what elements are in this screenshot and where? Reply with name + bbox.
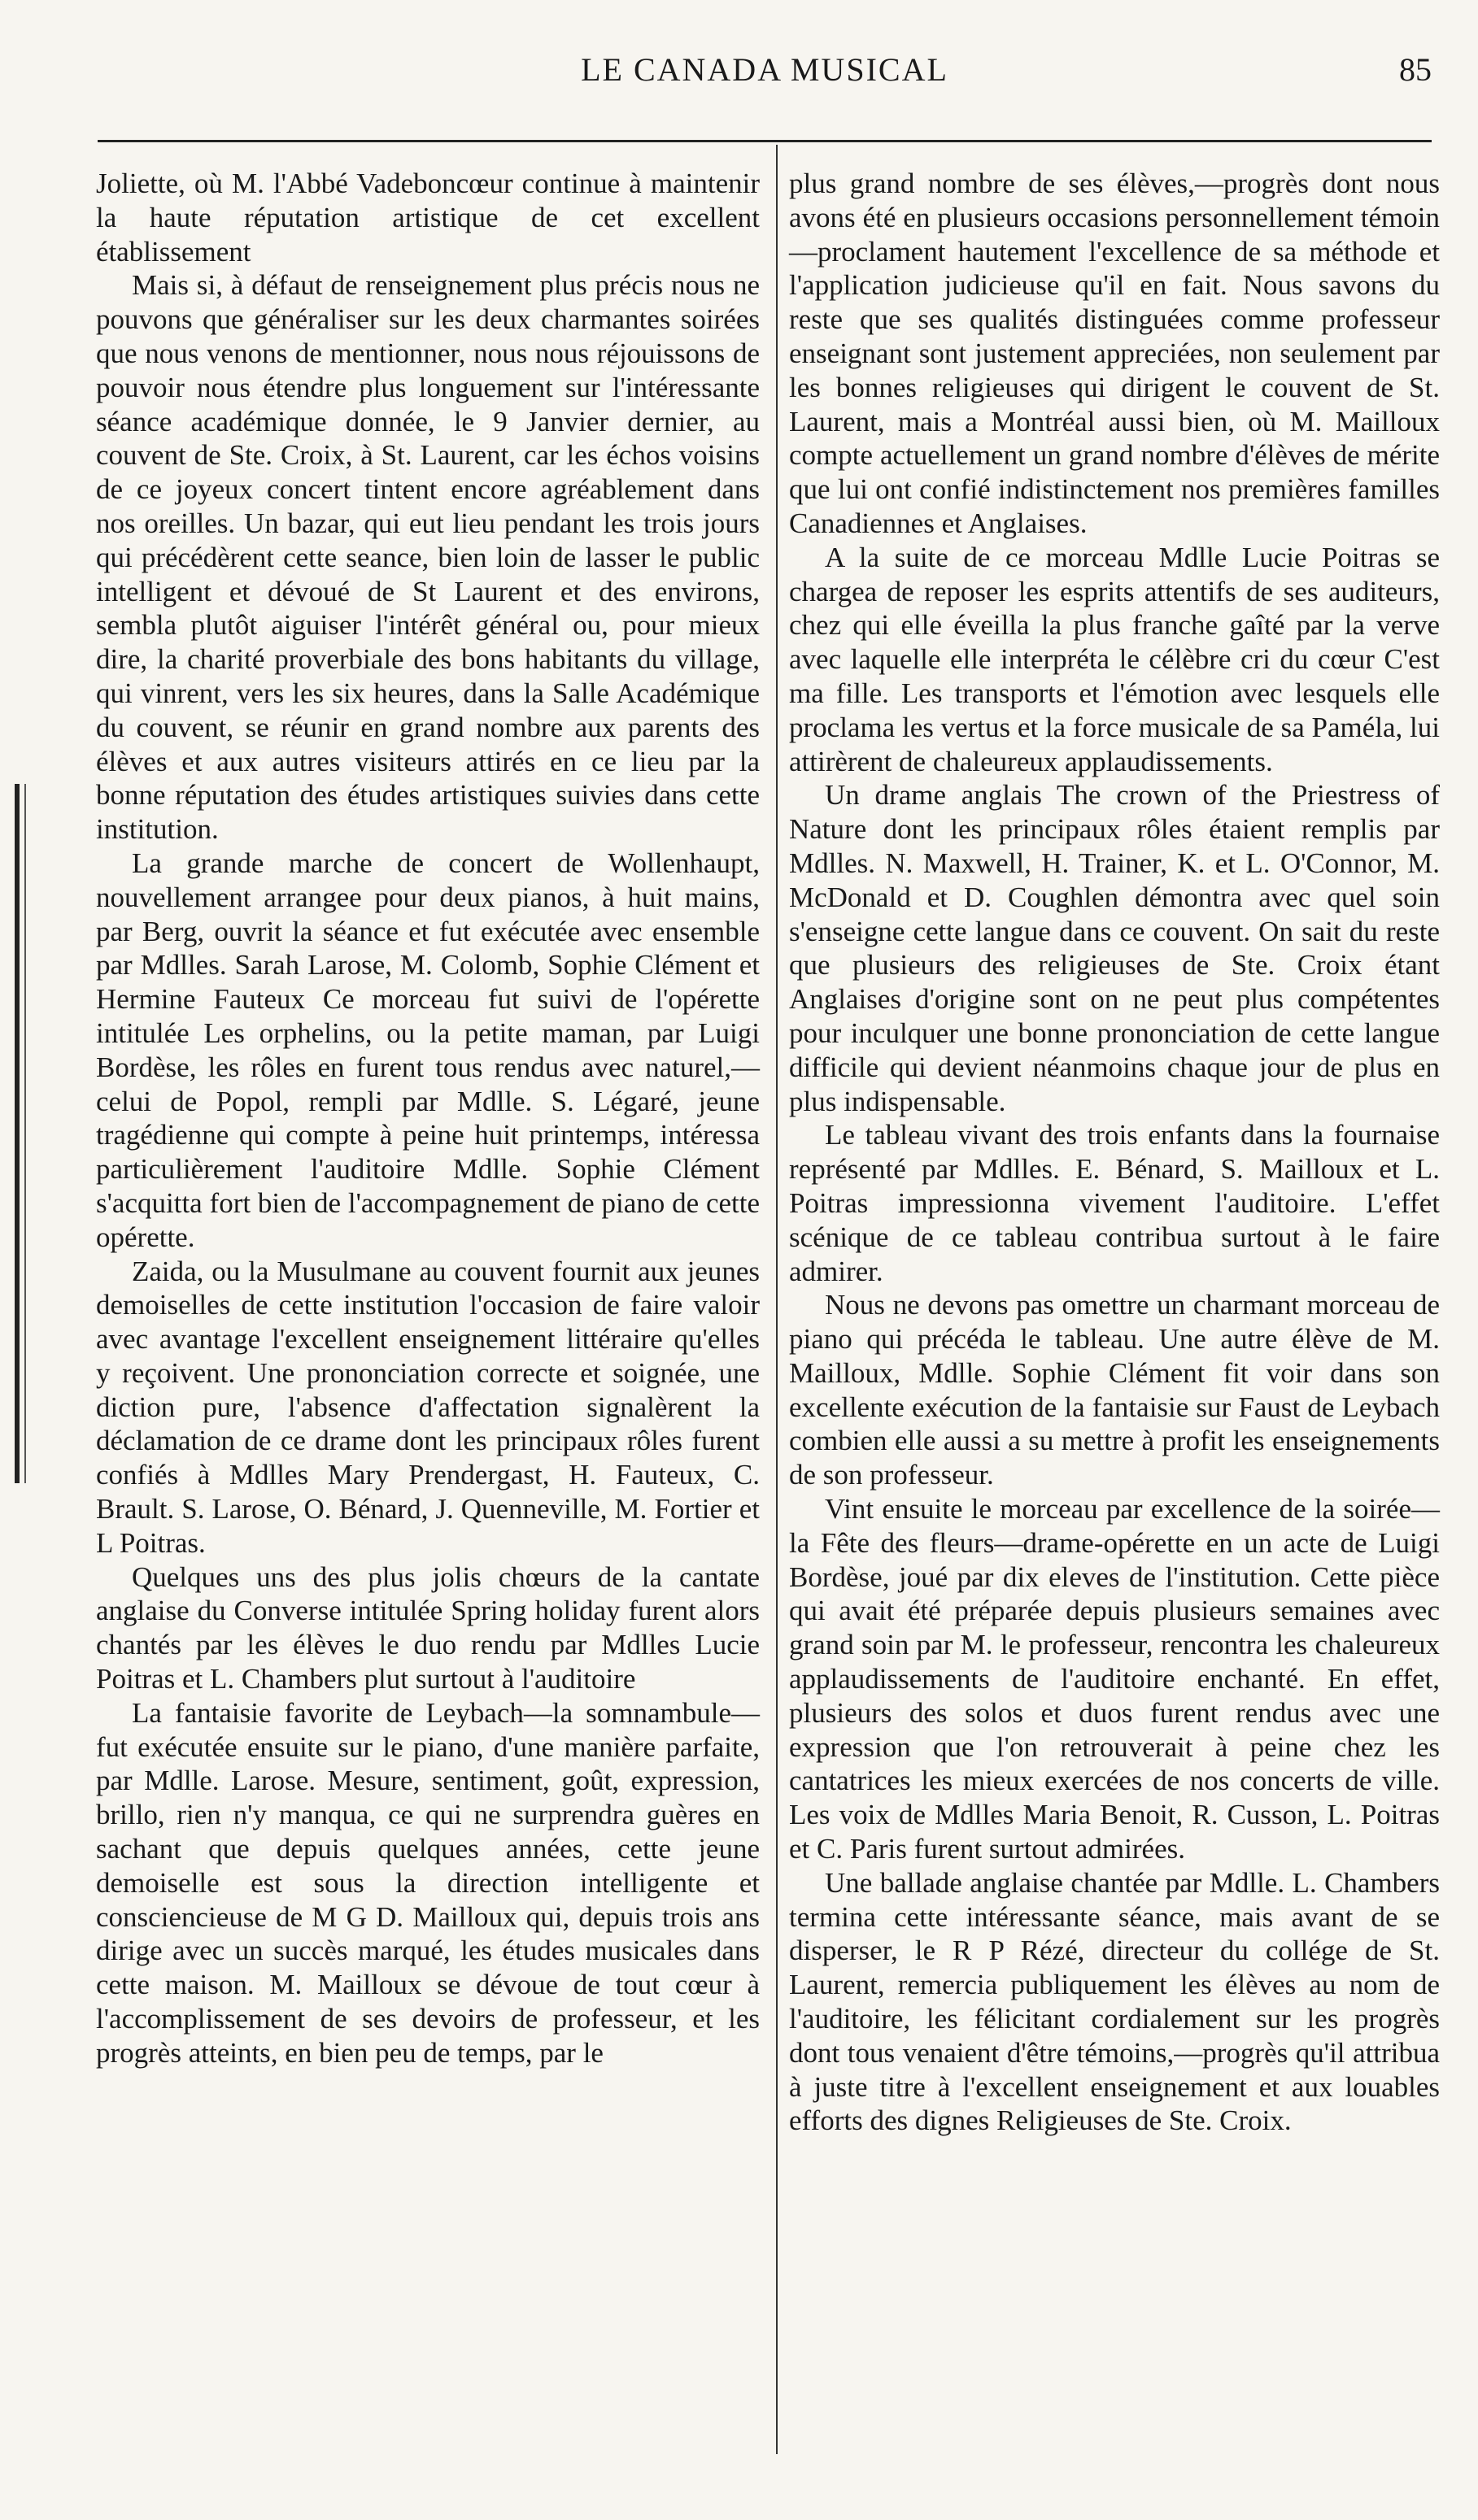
paragraph: Vint ensuite le morceau par excellence de la soirée—la Fête des fleurs—drame-opérette en un acte de Luigi Bordèse, joué par dix eleves de l'institution. Cette pièce qui avait été préparée depuis plusieurs semaines avec grand soin par M. le professeur, rencontra les chaleureux applaudissements de l'auditoire enchanté. En effet, plusieurs des solos et duos furent rendus avec une expression que l'on retrouverait à peine chez les cantatrices les mieux exercées de nos concerts de ville. Les voix de Mdlles Maria Benoit, R. Cusson, L. Poitras et C. Paris furent surtout admirées.	[789, 1493, 1440, 1865]
paragraph: A la suite de ce morceau Mdlle Lucie Poitras se chargea de reposer les esprits attentifs de ses auditeurs, chez qui elle éveilla la plus franche gaîté par la verve avec laquelle elle interpréta le célèbre cri du cœur C'est ma fille. Les transports et l'émotion avec lesquels elle proclama les vertus et la force musicale de sa Paméla, lui attirèrent de chaleureux applaudissements.	[789, 541, 1440, 777]
binding-edge-mark	[15, 784, 20, 1483]
paragraph: Mais si, à défaut de renseignement plus précis nous ne pouvons que généraliser sur les deux charmantes soirées que nous venons de mentionner, nous nous réjouissons de pouvoir nous étendre plus longuement sur l'intéressante séance académique donnée, le 9 Janvier dernier, au couvent de Ste. Croix, à St. Laurent, car les échos voisins de ce joyeux concert tintent encore agréablement dans nos oreilles. Un bazar, qui eut lieu pendant les trois jours qui précédèrent cette seance, bien loin de lasser le public intelligent et dévoué de St Laurent et des environs, sembla plutôt aiguiser l'intérêt général ou, pour mieux dire, la charité proverbiale des bons habitants du village, qui vinrent, vers les six heures, dans la Salle Académique du couvent, se réunir en grand nombre aux parents des élèves et aux autres visiteurs attirés en ce lieu par la bonne réputation des études artistiques suivies dans cette institution.	[96, 269, 760, 846]
column-divider	[776, 145, 778, 2454]
page-number: 85	[1399, 51, 1432, 88]
paragraph: Zaida, ou la Musulmane au couvent fournit aux jeunes demoiselles de cette institution l'occasion de faire valoir avec avantage l'excellent enseignement littéraire qu'elles y reçoivent. Une prononciation correcte et soignée, une diction pure, l'absence d'affectation signalèrent la déclamation de ce drame dont les principaux rôles furent confiés à Mdlles Mary Prendergast, H. Fauteux, C. Brault. S. Larose, O. Bénard, J. Quenneville, M. Fortier et L Poitras.	[96, 1255, 760, 1559]
paragraph: Nous ne devons pas omettre un charmant morceau de piano qui précéda le tableau. Une autre élève de M. Mailloux, Mdlle. Sophie Clément fit voir dans son excellente exécution de la fantaisie sur Faust de Leybach combien elle aussi a su mettre à profit les enseignements de son professeur.	[789, 1289, 1440, 1491]
left-column	[96, 167, 760, 2070]
right-column	[789, 167, 1440, 2138]
paragraph: Une ballade anglaise chantée par Mdlle. L. Chambers termina cette intéressante séance, mais avant de se disperser, le R P Rézé, directeur du collége de St. Laurent, remercia publiquement les élèves au nom de l'auditoire, les félicitant cordialement sur les progrès dont tous venaient d'être témoins,—progrès qu'il attribua à juste titre à l'excellent enseignement et aux louables efforts des dignes Religieuses de Ste. Croix.	[789, 1866, 1440, 2137]
paragraph: Joliette, où M. l'Abbé Vadeboncœur continue à maintenir la haute réputation artistique de cet excellent établissement	[96, 168, 760, 268]
paragraph: Un drame anglais The crown of the Priestress of Nature dont les principaux rôles étaient remplis par Mdlles. N. Maxwell, H. Trainer, K. et L. O'Connor, M. McDonald et D. Coughlen démontra avec quel soin s'enseigne cette langue dans ce couvent. On sait du reste que plusieurs des religieuses de Ste. Croix étant Anglaises d'origine sont on ne peut plus compétentes pour inculquer une bonne prononciation de cette langue difficile qui devient néanmoins chaque jour de plus en plus indispensable.	[789, 779, 1440, 1117]
header-rule	[98, 140, 1432, 142]
running-title: LE CANADA MUSICAL	[581, 51, 948, 88]
paragraph: plus grand nombre de ses élèves,—progrès dont nous avons été en plusieurs occasions personnellement témoin—proclament hautement l'excellence de sa méthode et l'application judicieuse qu'il en fait. Nous savons du reste que ses qualités distinguées comme professeur enseignant sont justement appreciées, non seulement par les bonnes religieuses qui dirigent le couvent de St. Laurent, mais a Montréal aussi bien, où M. Mailloux compte actuellement un grand nombre d'élèves de mérite que lui ont confié indistinctement nos premières familles Canadiennes et Anglaises.	[789, 168, 1440, 539]
paragraph: La grande marche de concert de Wollenhaupt, nouvellement arrangee pour deux pianos, à huit mains, par Berg, ouvrit la séance et fut exécutée avec ensemble par Mdlles. Sarah Larose, M. Colomb, Sophie Clément et Hermine Fauteux Ce morceau fut suivi de l'opérette intitulée Les orphelins, ou la petite maman, par Luigi Bordèse, les rôles en furent tous rendus avec naturel,—celui de Popol, rempli par Mdlle. S. Légaré, jeune tragédienne qui compte à peine huit printemps, intéressa particulièrement l'auditoire Mdlle. Sophie Clément s'acquitta fort bien de l'accompagnement de piano de cette opérette.	[96, 847, 760, 1253]
page-header	[98, 50, 1432, 99]
paragraph: Le tableau vivant des trois enfants dans la fournaise représenté par Mdlles. E. Bénard, S. Mailloux et L. Poitras impressionna vivement l'auditoire. L'effet scénique de ce tableau contribua surtout à le faire admirer.	[789, 1119, 1440, 1287]
binding-edge-mark-thin	[24, 784, 26, 1483]
paragraph: Quelques uns des plus jolis chœurs de la cantate anglaise du Converse intitulée Spring holiday furent alors chantés par les élèves le duo rendu par Mdlles Lucie Poitras et L. Chambers plut surtout à l'auditoire	[96, 1560, 760, 1695]
paragraph: La fantaisie favorite de Leybach—la somnambule—fut exécutée ensuite sur le piano, d'une manière parfaite, par Mdlle. Larose. Mesure, sentiment, goût, expression, brillo, rien n'y manqua, ce qui ne surprendra guères en sachant que depuis quelques années, cette jeune demoiselle est sous la direction intelligente et consciencieuse de M G D. Mailloux qui, depuis trois ans dirige avec un succès marqué, les études musicales dans cette maison. M. Mailloux se dévoue de tout cœur à l'accomplissement de ses devoirs de professeur, et les progrès atteints, en bien peu de temps, par le	[96, 1696, 760, 2069]
